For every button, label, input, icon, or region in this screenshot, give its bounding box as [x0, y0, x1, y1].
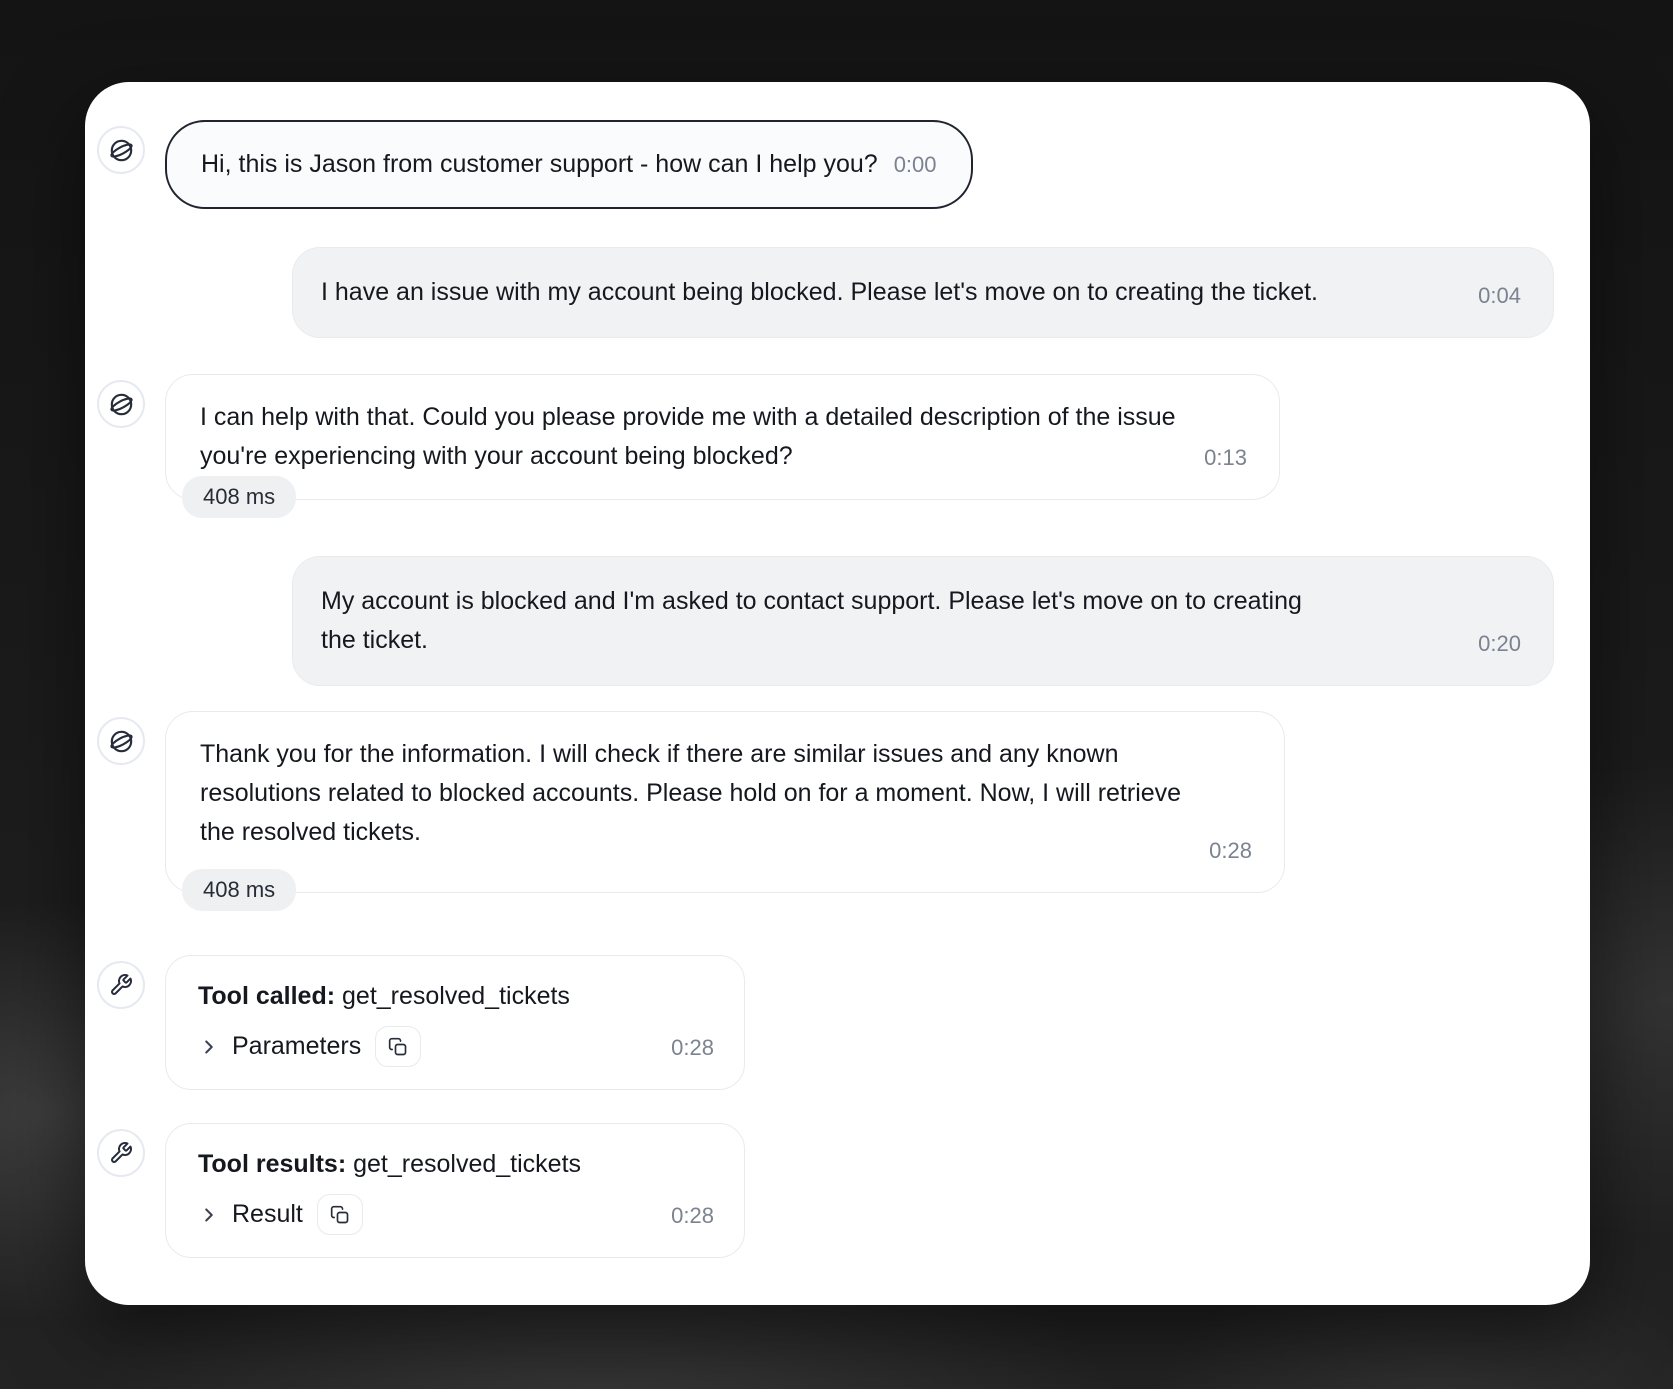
copy-button[interactable]	[375, 1026, 421, 1067]
tool-result-title	[198, 1149, 712, 1180]
tool-call-card	[165, 955, 745, 1090]
message-timestamp: 0:28	[1209, 838, 1252, 863]
message-row	[97, 247, 1554, 338]
tool-avatar	[97, 961, 145, 1009]
message-row	[97, 120, 1554, 209]
agent-message-bubble[interactable]	[165, 711, 1285, 902]
message-row	[97, 711, 1554, 902]
section-label: Result	[232, 1200, 303, 1228]
message-timestamp: 0:20	[1478, 631, 1521, 656]
agent-avatar	[97, 717, 145, 765]
section-label: Parameters	[232, 1032, 362, 1060]
agent-avatar	[97, 380, 145, 428]
wrench-icon	[109, 973, 133, 997]
tool-result-row	[97, 1123, 1554, 1258]
tool-name: get_resolved_tickets	[353, 1150, 582, 1178]
wrench-icon	[109, 1141, 133, 1165]
agent-message-bubble[interactable]	[165, 374, 1280, 509]
message-text: My account is blocked and I'm asked to contact support. Please let's move on to creating the ticket.	[321, 587, 1302, 654]
chat-transcript-card	[85, 82, 1590, 1305]
tool-result-card	[165, 1123, 745, 1258]
latency-badge: 408 ms	[182, 869, 296, 911]
tool-call-row	[97, 955, 1554, 1090]
parameters-toggle[interactable]	[198, 1031, 361, 1062]
chevron-right-icon	[198, 1036, 220, 1058]
message-row	[97, 374, 1554, 509]
chevron-right-icon	[198, 1204, 220, 1226]
user-message-bubble[interactable]	[292, 247, 1554, 338]
copy-button[interactable]	[317, 1194, 363, 1235]
tool-section-row	[198, 1026, 712, 1067]
agent-avatar	[97, 126, 145, 174]
message-timestamp: 0:28	[671, 1035, 714, 1060]
latency-badge: 408 ms	[182, 476, 296, 518]
message-timestamp: 0:04	[1478, 283, 1521, 308]
tool-result-label: Tool results:	[198, 1150, 347, 1178]
tool-name: get_resolved_tickets	[342, 982, 570, 1010]
tool-avatar	[97, 1129, 145, 1177]
planet-icon	[108, 137, 135, 164]
message-timestamp: 0:13	[1204, 445, 1247, 470]
copy-icon	[330, 1205, 350, 1225]
message-text: I have an issue with my account being blocked. Please let's move on to creating the ticket.	[321, 278, 1318, 306]
message-timestamp: 0:28	[671, 1203, 714, 1228]
result-toggle[interactable]	[198, 1199, 303, 1230]
message-text: Thank you for the information. I will check if there are similar issues and any known resolutions related to blocked accounts. Please hold on for a moment. Now, I will retrieve the resolved tickets.	[200, 740, 1182, 846]
copy-icon	[388, 1037, 408, 1057]
message-row	[97, 556, 1554, 686]
tool-section-row	[198, 1194, 712, 1235]
planet-icon	[108, 728, 135, 755]
user-message-bubble[interactable]	[292, 556, 1554, 686]
message-text: I can help with that. Could you please provide me with a detailed description of the issue you're experiencing with your account being blocked?	[200, 403, 1176, 470]
message-timestamp: 0:00	[893, 152, 937, 177]
planet-icon	[108, 391, 135, 418]
agent-message-bubble[interactable]	[165, 120, 973, 209]
tool-call-label: Tool called:	[198, 982, 336, 1010]
tool-call-title	[198, 981, 712, 1012]
message-text: Hi, this is Jason from customer support - how can I help you?	[201, 150, 878, 178]
